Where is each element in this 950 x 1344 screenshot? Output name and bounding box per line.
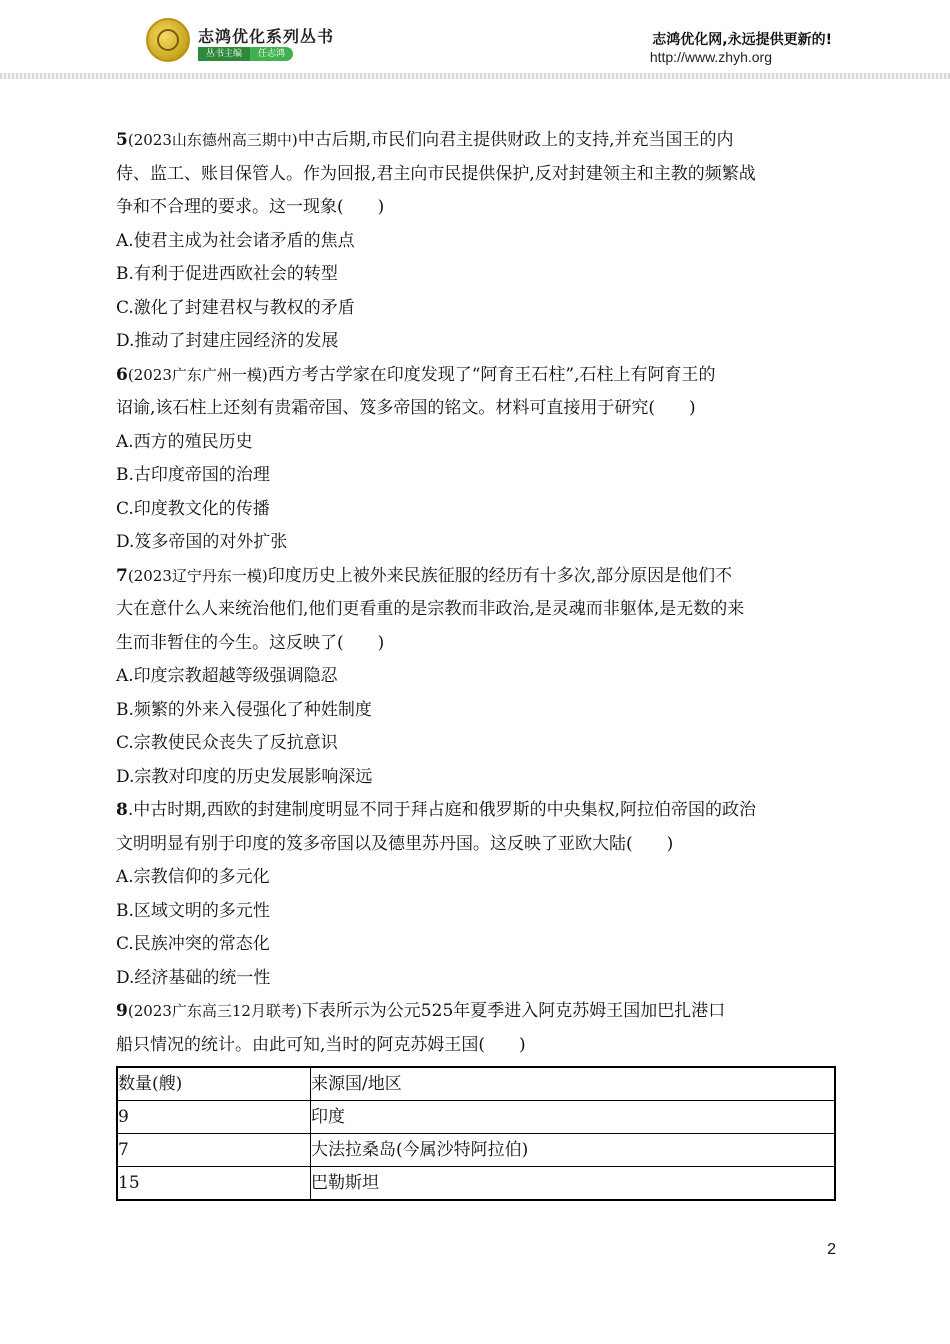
- question-source: (2023广东广州一模): [127, 365, 268, 384]
- publisher-logo-icon: [146, 18, 190, 62]
- ship-statistics-table: [116, 1066, 836, 1201]
- table-header-cell: 数量(艘): [117, 1067, 311, 1101]
- question-source: (2023山东德州高三期中): [127, 131, 298, 149]
- table-header-cell: 来源国/地区: [311, 1067, 836, 1101]
- option-d: D.笈多帝国的对外扩张: [116, 532, 288, 552]
- editor-label: 丛书主编: [198, 47, 250, 61]
- option-a: A.使君主成为社会诸矛盾的焦点: [116, 230, 355, 251]
- question-8: [116, 794, 838, 995]
- option-c: C.印度教文化的传播: [116, 498, 270, 519]
- question-source: (2023辽宁丹东一模): [127, 566, 268, 585]
- option-b: B.有利于促进西欧社会的转型: [116, 264, 338, 284]
- question-number: 9: [116, 1001, 128, 1021]
- table-cell: 15: [117, 1167, 311, 1201]
- table-cell: 9: [117, 1101, 311, 1134]
- question-stem: 印度历史上被外来民族征服的经历有十多次,部分原因是他们不: [267, 565, 733, 586]
- table-row: [117, 1134, 835, 1167]
- question-stem: 争和不合理的要求。这一现象( ): [116, 197, 385, 217]
- option-c: C.民族冲突的常态化: [116, 934, 270, 954]
- document-body: [116, 124, 838, 1201]
- table-cell: 印度: [311, 1101, 836, 1134]
- site-slogan: 志鸿优化网,永远提供更新的!: [652, 32, 832, 48]
- question-9: [116, 995, 838, 1062]
- question-number: 6: [116, 364, 128, 385]
- page-header: [0, 0, 950, 80]
- question-stem: 侍、监工、账目保管人。作为回报,君主向市民提供保护,反对封建领主和主教的频繁战: [116, 163, 756, 184]
- question-source: (2023广东高三12月联考): [127, 1002, 302, 1020]
- question-stem: 大在意什么人来统治他们,他们更看重的是宗教而非政治,是灵魂而非躯体,是无数的来: [116, 599, 745, 619]
- series-title: 志鸿优化系列丛书: [198, 27, 335, 46]
- question-stem: 生而非暂住的今生。这反映了( ): [116, 632, 385, 653]
- table-cell: 7: [117, 1134, 311, 1167]
- editor-name: 任志鸿: [250, 47, 293, 61]
- question-stem: 中古后期,市民们向君主提供财政上的支持,并充当国王的内: [297, 130, 734, 150]
- question-7: [116, 560, 838, 795]
- page-number: 2: [827, 1241, 836, 1258]
- question-stem: 文明明显有别于印度的笈多帝国以及德里苏丹国。这反映了亚欧大陆( ): [116, 833, 674, 854]
- table-cell: 大法拉桑岛(今属沙特阿拉伯): [311, 1134, 836, 1167]
- option-c: C.激化了封建君权与教权的矛盾: [116, 297, 355, 318]
- question-number: 8: [116, 800, 128, 820]
- option-d: D.宗教对印度的历史发展影响深远: [116, 766, 373, 787]
- editor-tag: [198, 47, 293, 61]
- option-a: A.西方的殖民历史: [116, 431, 253, 452]
- question-stem: 下表所示为公元525年夏季进入阿克苏姆王国加巴扎港口: [301, 1001, 726, 1021]
- option-a: A.宗教信仰的多元化: [116, 867, 270, 887]
- question-stem: 船只情况的统计。由此可知,当时的阿克苏姆王国( ): [116, 1034, 526, 1055]
- question-stem: .中古时期,西欧的封建制度明显不同于拜占庭和俄罗斯的中央集权,阿拉伯帝国的政治: [127, 800, 757, 820]
- option-a: A.印度宗教超越等级强调隐忍: [116, 666, 338, 686]
- option-b: B.古印度帝国的治理: [116, 465, 270, 485]
- option-d: D.经济基础的统一性: [116, 967, 271, 988]
- table-row: [117, 1101, 835, 1134]
- option-b: B.频繁的外来入侵强化了种姓制度: [116, 699, 372, 720]
- question-number: 5: [116, 130, 128, 150]
- table-header-row: [117, 1067, 835, 1101]
- question-stem: 诏谕,该石柱上还刻有贵霜帝国、笈多帝国的铭文。材料可直接用于研究( ): [116, 398, 696, 418]
- option-d: D.推动了封建庄园经济的发展: [116, 331, 339, 351]
- table-row: [117, 1167, 835, 1201]
- question-number: 7: [116, 565, 128, 586]
- option-b: B.区域文明的多元性: [116, 900, 270, 921]
- header-divider: [0, 73, 950, 79]
- question-stem: 西方考古学家在印度发现了“阿育王石柱”,石柱上有阿育王的: [267, 364, 716, 385]
- question-5: [116, 124, 838, 359]
- option-c: C.宗教使民众丧失了反抗意识: [116, 733, 338, 753]
- question-6: [116, 359, 838, 560]
- table-cell: 巴勒斯坦: [311, 1167, 836, 1201]
- site-url[interactable]: http://www.zhyh.org: [649, 49, 772, 65]
